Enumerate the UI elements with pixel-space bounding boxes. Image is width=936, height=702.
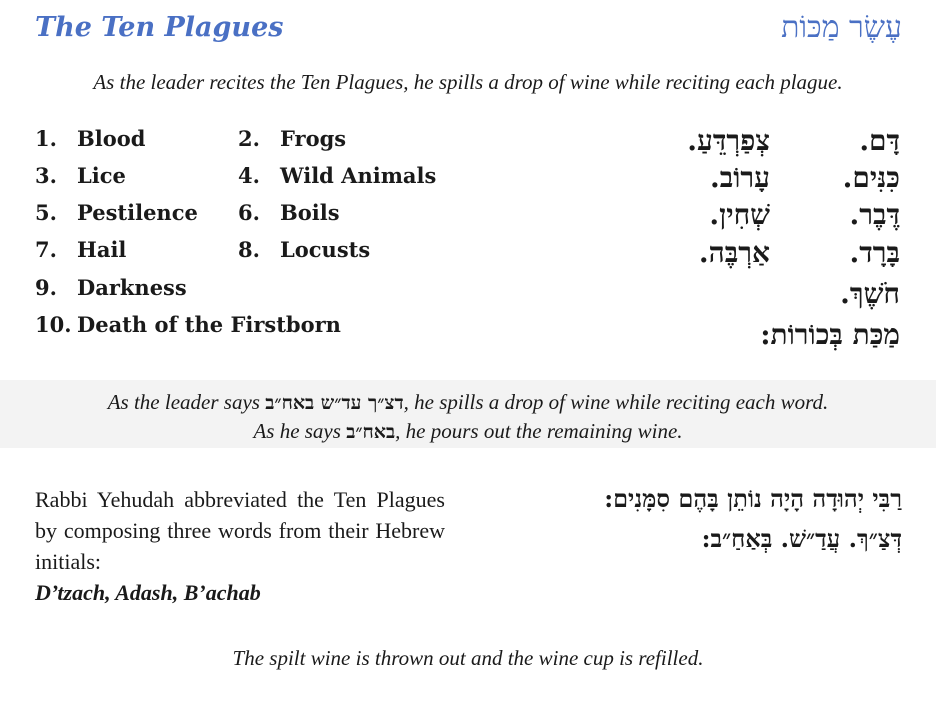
rabbi-hebrew-line-1: רַבִּי יְהוּדָה הָיָה נוֹתֵן בָּהֶם סִמָּנִים: [604,484,902,513]
plague-item: 2. Frogs [238,126,347,151]
abbreviation-text: D’tzach, Adash, B’achab [35,580,261,605]
rabbi-yehudah-text: Rabbi Yehudah abbreviated the Ten Plagues by composing three words from their Hebrew initials: [35,487,445,574]
plague-hebrew: כִּנִּים. [842,161,900,194]
plague-item: 5. Pestilence [35,200,198,225]
band-line-1: As the leader says דצ״ך עד״ש באח״ב, he spills a drop of wine while reciting each word. [107,390,829,414]
plague-hebrew: דָּם. [859,124,900,157]
band-line-2: As he says באח״ב, he pours out the remaining wine. [253,419,683,443]
plague-hebrew: שְׁחִין. [709,198,770,231]
rabbi-hebrew-line-2: דְּצַ״ךְ. עֲדַ״שׁ. בְּאַחַ״ב: [701,524,902,553]
plague-hebrew: בָּרָד. [849,236,900,269]
page-title-hebrew: עֶשֶׂר מַכּוֹת [781,10,902,45]
plague-item: 3. Lice [35,163,126,188]
plague-hebrew: צְפַרְדֵּעַ. [687,124,770,157]
page-title: The Ten Plagues [35,12,284,43]
plague-item: 7. Hail [35,237,127,262]
instruction-top: As the leader recites the Ten Plagues, he spills a drop of wine while reciting each plague. [93,70,843,94]
plague-item: 1. Blood [35,126,146,151]
plague-item: 4. Wild Animals [238,163,437,188]
plague-item: 8. Locusts [238,237,371,262]
plague-hebrew: דֶּבֶר. [849,198,900,231]
plague-hebrew: עָרוֹב. [709,161,770,194]
plague-item: 6. Boils [238,200,340,225]
plague-hebrew: חֹשֶׁךְ. [840,277,900,310]
footer-instruction: The spilt wine is thrown out and the wine cup is refilled. [232,646,704,670]
plague-item: 9. Darkness [35,275,187,300]
plague-hebrew: אַרְבֶּה. [698,236,770,269]
plague-hebrew: מַכַּת בְּכוֹרוֹת: [760,318,900,351]
plague-item: 10. Death of the Firstborn [35,312,341,337]
